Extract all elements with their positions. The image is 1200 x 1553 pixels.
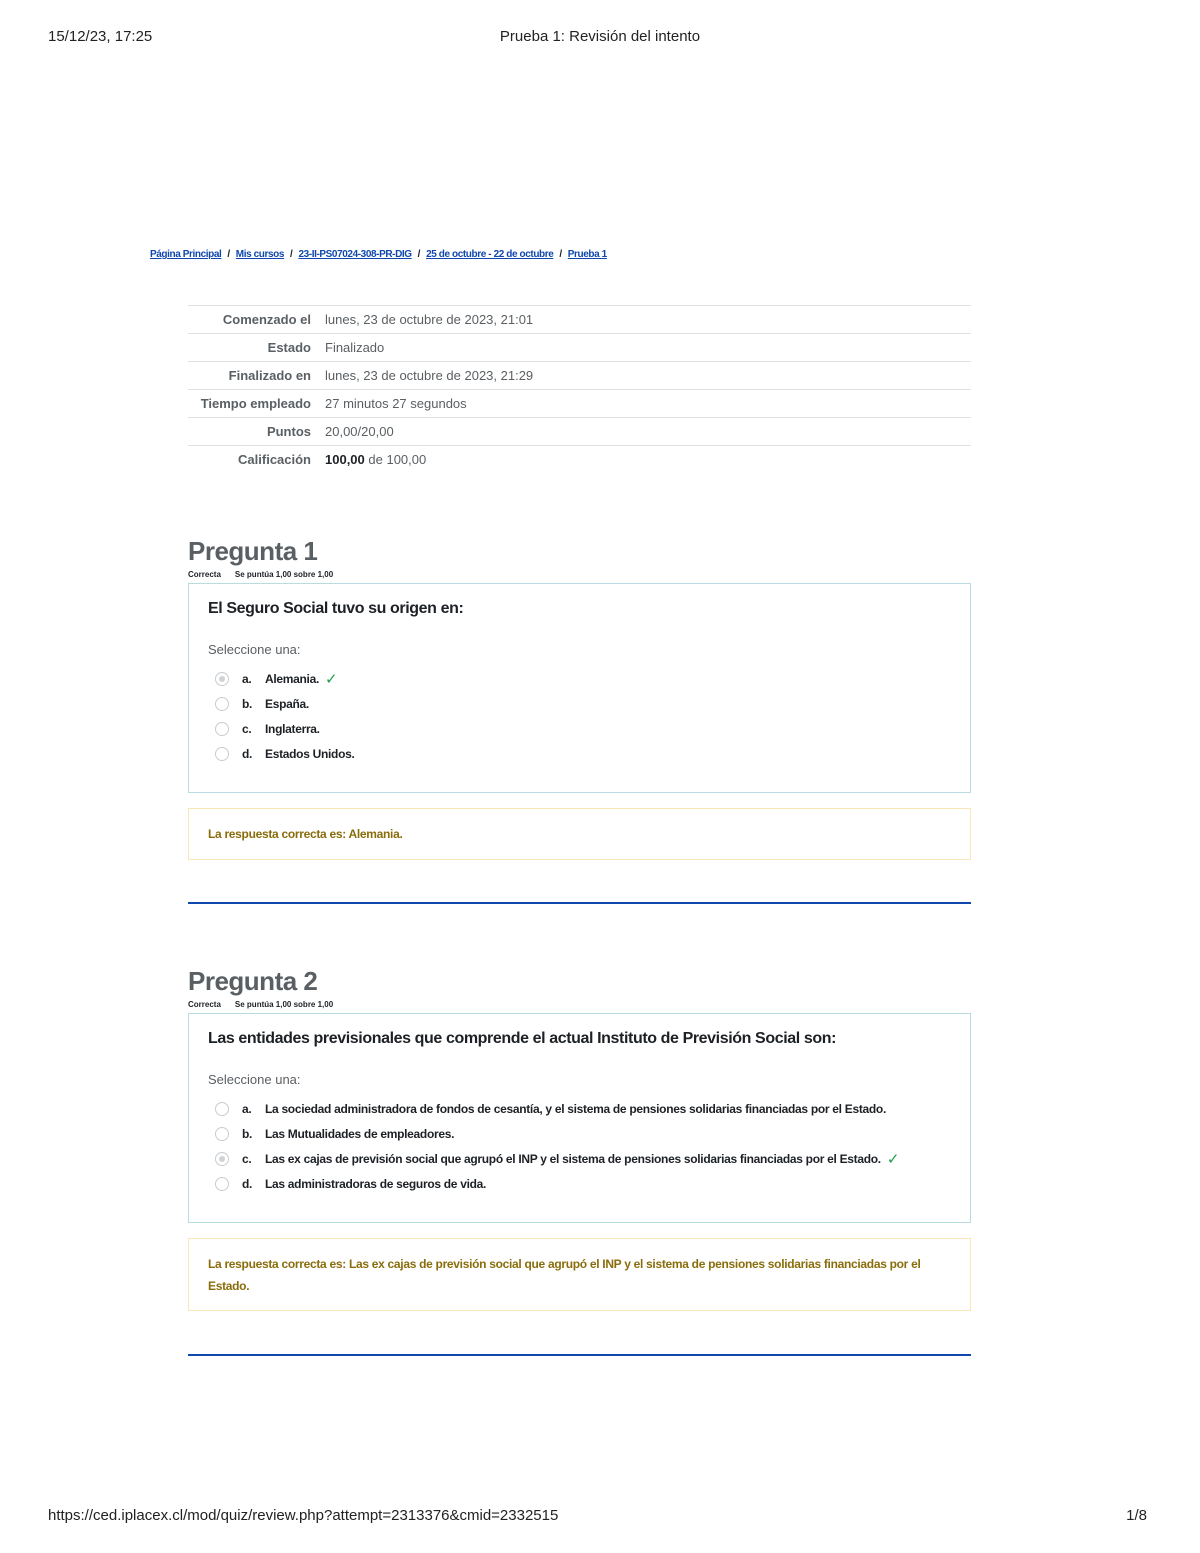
print-page-number: 1/8: [1126, 1507, 1147, 1524]
summary-label: Tiempo empleado: [188, 390, 325, 418]
answer-option: [208, 691, 951, 716]
answer-option: [208, 666, 951, 691]
check-icon: ✓: [325, 670, 338, 688]
correct-answer-feedback: La respuesta correcta es: Alemania.: [188, 808, 971, 860]
correct-answer-feedback: La respuesta correcta es: Las ex cajas de previsión social que agrupó el INP y el sistema de pensiones solidarias financiadas por el Estado.: [188, 1238, 971, 1311]
answer-letter: b.: [242, 1126, 253, 1141]
radio-icon: [215, 1177, 229, 1191]
radio-icon: [215, 1127, 229, 1141]
summary-row: [188, 334, 971, 362]
answer-option: [208, 1146, 951, 1171]
question-text: El Seguro Social tuvo su origen en:: [208, 600, 464, 617]
answer-letter: c.: [242, 1151, 252, 1166]
answer-letter: b.: [242, 696, 253, 711]
answer-text: Inglaterra.: [265, 721, 320, 736]
print-url: https://ced.iplacex.cl/mod/quiz/review.php?attempt=2313376&cmid=2332515: [48, 1507, 559, 1524]
summary-row: [188, 362, 971, 390]
question-2: [188, 965, 971, 1311]
print-title: Prueba 1: Revisión del intento: [499, 28, 701, 45]
question-prompt: Seleccione una:: [208, 642, 301, 657]
breadcrumb: [150, 249, 607, 260]
answer-option: [208, 1096, 951, 1121]
question-mark: Se puntúa 1,00 sobre 1,00: [234, 570, 334, 579]
check-icon: ✓: [886, 1150, 900, 1168]
question-box: [188, 583, 971, 793]
question-meta: [188, 570, 971, 581]
summary-row-grade: [188, 446, 971, 474]
radio-icon: [215, 697, 229, 711]
summary-value: lunes, 23 de octubre de 2023, 21:29: [325, 362, 971, 390]
breadcrumb-separator: /: [417, 249, 421, 260]
summary-grade: [325, 446, 971, 474]
breadcrumb-quiz[interactable]: Prueba 1: [567, 249, 607, 260]
breadcrumb-my-courses[interactable]: Mis cursos: [235, 249, 285, 260]
question-title: Pregunta 1: [188, 536, 318, 566]
breadcrumb-separator: /: [227, 249, 230, 260]
grade-value: 100,00: [325, 452, 365, 467]
question-title: Pregunta 2: [188, 966, 318, 996]
answer-text: Las Mutualidades de empleadores.: [265, 1126, 455, 1141]
summary-value: lunes, 23 de octubre de 2023, 21:01: [325, 306, 971, 334]
answer-option: [208, 1171, 951, 1196]
breadcrumb-course[interactable]: 23-II-PS07024-308-PR-DIG: [298, 249, 412, 260]
question-box: [188, 1013, 971, 1223]
answer-text: Estados Unidos.: [265, 746, 355, 761]
summary-value: Finalizado: [325, 334, 971, 362]
radio-icon: [215, 747, 229, 761]
answer-letter: a.: [242, 1101, 252, 1116]
summary-row: [188, 418, 971, 446]
question-1: [188, 535, 971, 860]
summary-row: [188, 306, 971, 334]
breadcrumb-separator: /: [559, 249, 562, 260]
answer-list: [208, 666, 951, 766]
radio-icon: [215, 722, 229, 736]
breadcrumb-separator: /: [290, 249, 293, 260]
question-prompt: Seleccione una:: [208, 1072, 301, 1087]
answer-letter: d.: [242, 746, 253, 761]
summary-value: 27 minutos 27 segundos: [325, 390, 971, 418]
question-state: Correcta: [188, 570, 221, 579]
print-header: [0, 28, 1200, 48]
question-divider: [188, 1354, 971, 1356]
breadcrumb-section[interactable]: 25 de octubre - 22 de octubre: [426, 249, 554, 260]
radio-icon: [215, 1152, 229, 1166]
answer-text: España.: [265, 696, 309, 711]
question-divider: [188, 902, 971, 904]
answer-option: [208, 716, 951, 741]
question-text: Las entidades previsionales que comprende el actual Instituto de Previsión Social son:: [208, 1030, 837, 1047]
radio-icon: [215, 1102, 229, 1116]
question-state: Correcta: [188, 1000, 221, 1009]
answer-option: [208, 1121, 951, 1146]
answer-letter: a.: [242, 671, 252, 686]
summary-label: Finalizado en: [188, 362, 325, 390]
print-footer: [0, 1507, 1200, 1527]
answer-option: [208, 741, 951, 766]
question-mark: Se puntúa 1,00 sobre 1,00: [234, 1000, 334, 1009]
answer-text: Las administradoras de seguros de vida.: [265, 1176, 487, 1191]
attempt-summary-table: [188, 305, 971, 473]
summary-label: Comenzado el: [188, 306, 325, 334]
breadcrumb-home[interactable]: Página Principal: [150, 249, 222, 260]
summary-value: 20,00/20,00: [325, 418, 971, 446]
answer-text: La sociedad administradora de fondos de cesantía, y el sistema de pensiones solidarias financiadas por el Estado.: [265, 1101, 886, 1116]
answer-letter: c.: [242, 721, 252, 736]
summary-label: Estado: [188, 334, 325, 362]
print-datetime: 15/12/23, 17:25: [48, 28, 153, 45]
grade-suffix: de 100,00: [368, 452, 427, 467]
answer-text: Las ex cajas de previsión social que agrupó el INP y el sistema de pensiones solidarias financiadas por el Estado.: [265, 1151, 881, 1166]
radio-icon: [215, 672, 229, 686]
summary-row: [188, 390, 971, 418]
answer-text: Alemania.: [265, 671, 319, 686]
summary-label: Calificación: [188, 446, 325, 474]
summary-label: Puntos: [188, 418, 325, 446]
answer-letter: d.: [242, 1176, 253, 1191]
answer-list: [208, 1096, 951, 1196]
question-meta: [188, 1000, 971, 1011]
